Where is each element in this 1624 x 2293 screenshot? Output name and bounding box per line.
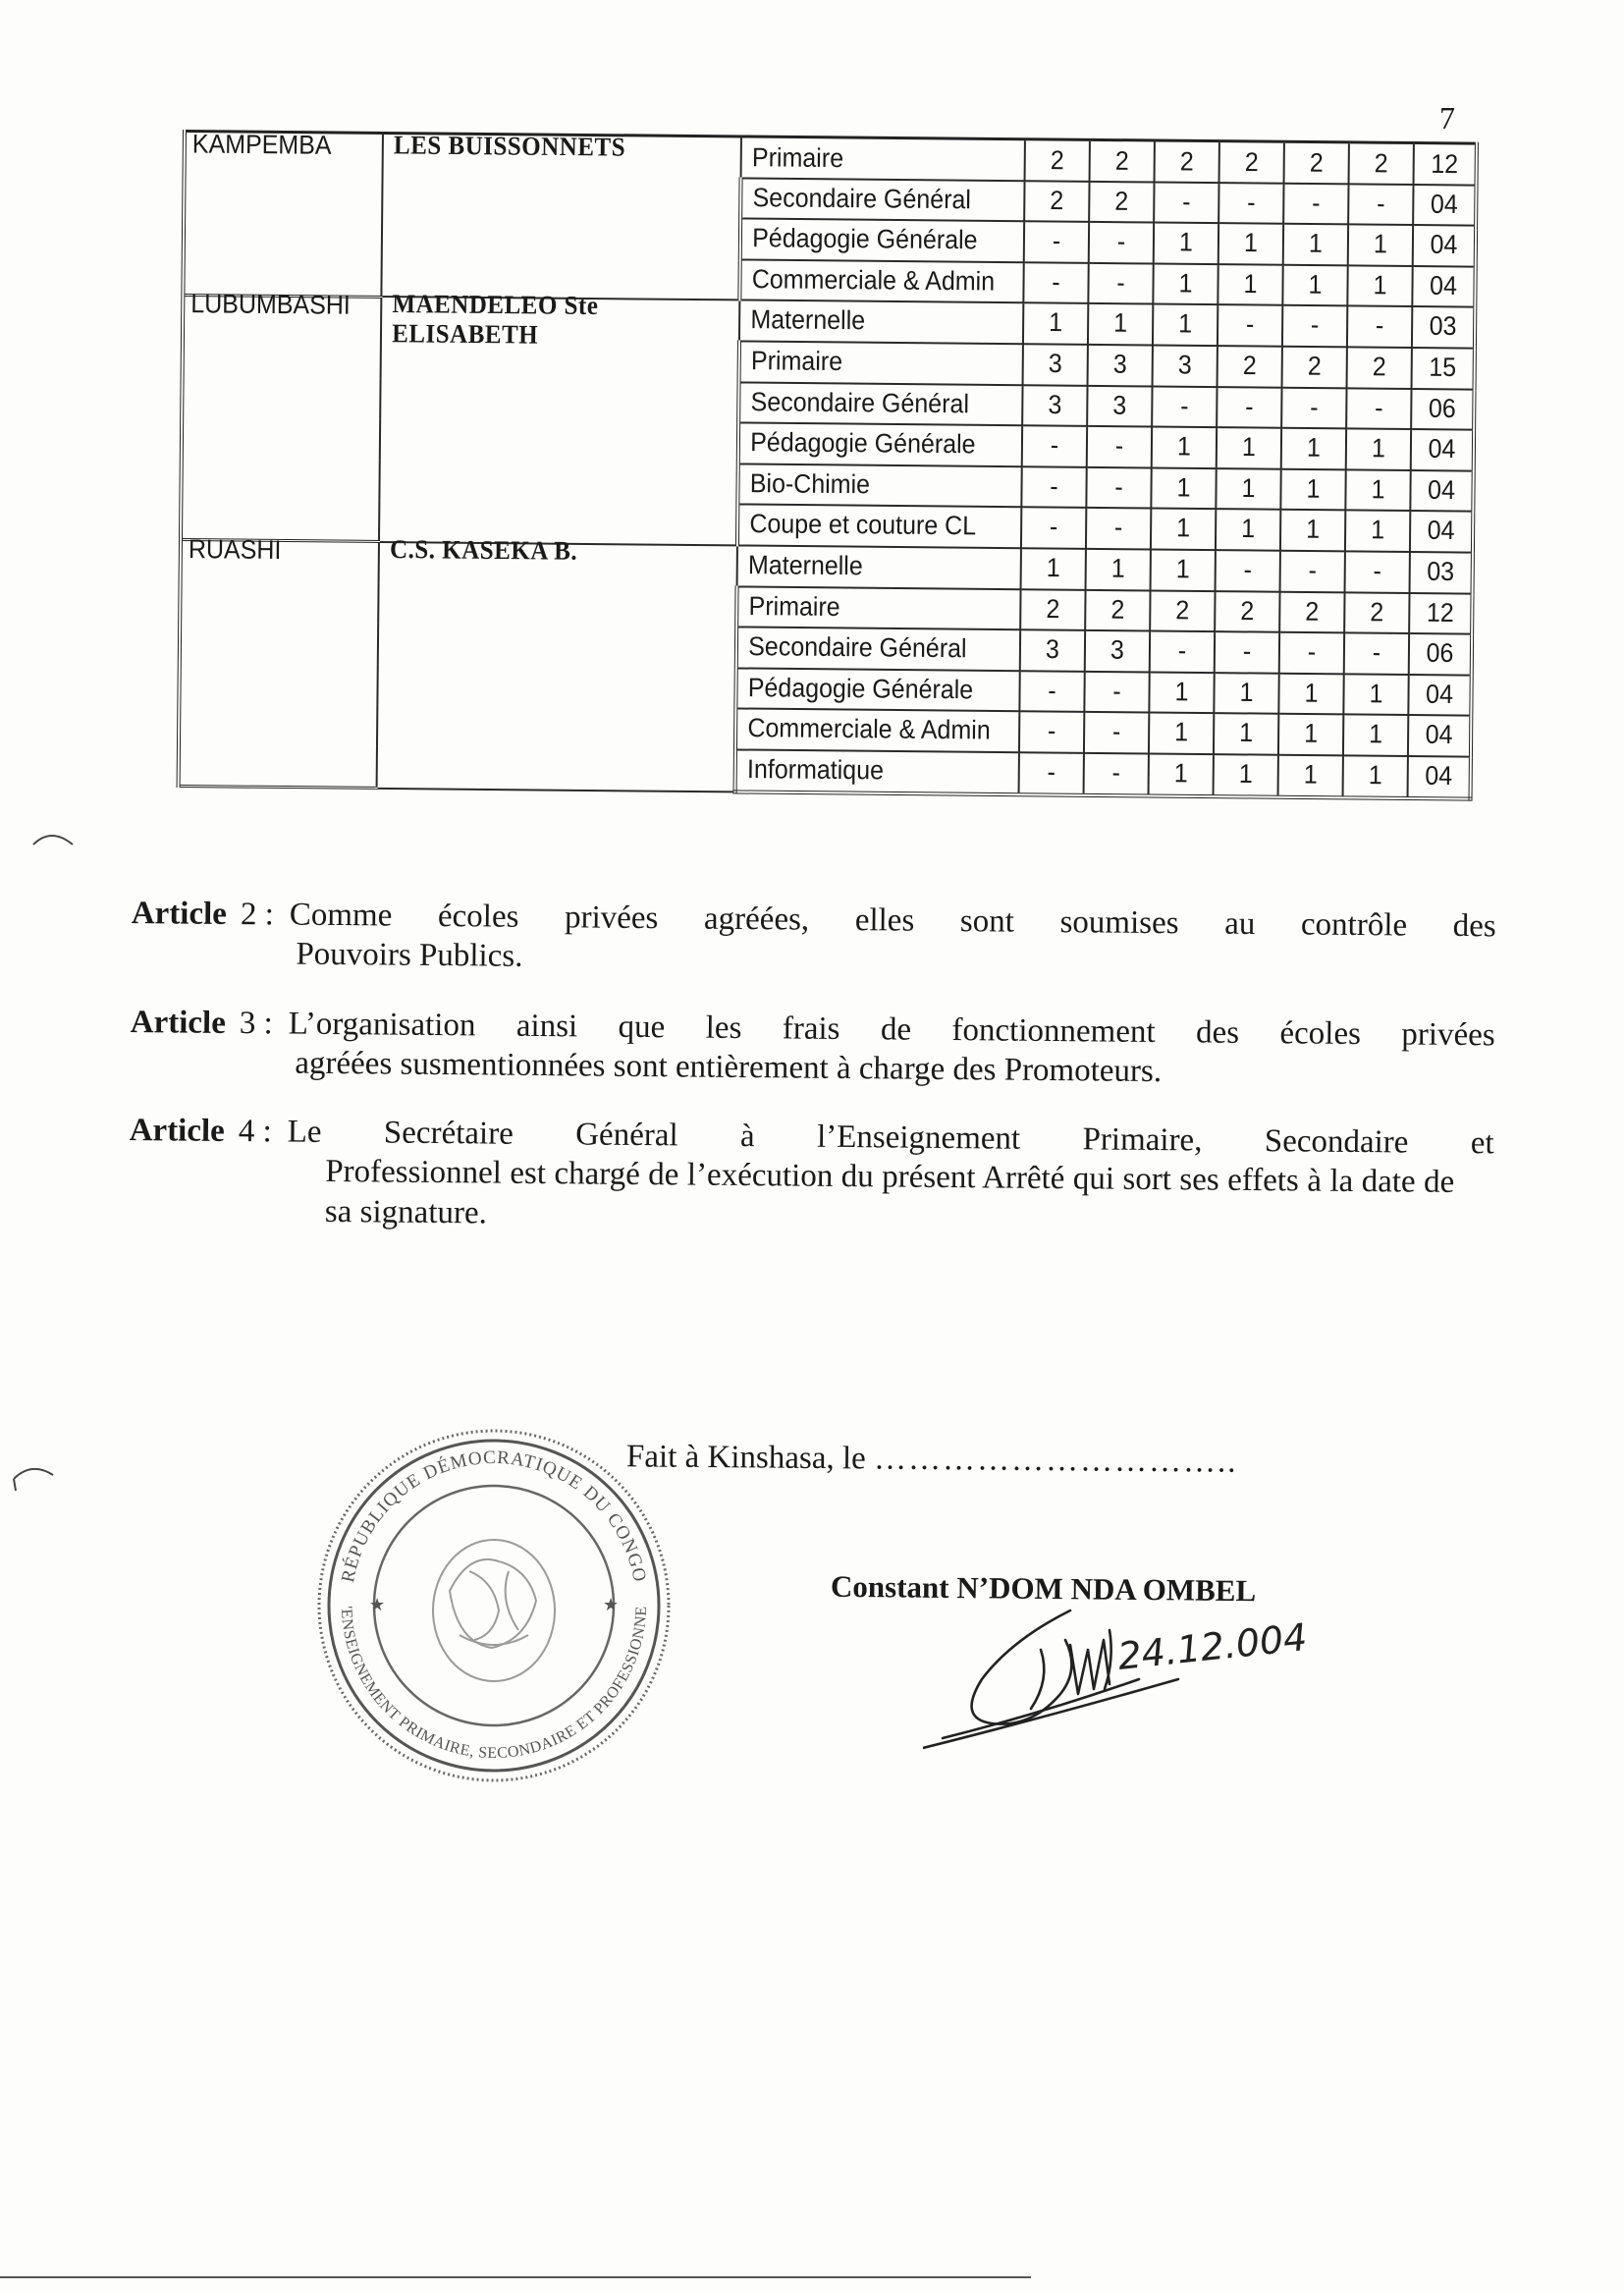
total-cell: 06 xyxy=(1409,631,1472,677)
class-count-cell: 1 xyxy=(1151,507,1216,552)
commune-cell: RUASHI xyxy=(178,530,379,798)
articles-section xyxy=(128,894,1496,1272)
total-cell: 04 xyxy=(1408,673,1471,718)
class-count-cell: 2 xyxy=(1089,180,1154,225)
class-count-cell: - xyxy=(1346,386,1411,431)
class-count-cell: 1 xyxy=(1278,753,1343,799)
section-cell: Maternelle xyxy=(737,544,1021,591)
section-cell: Secondaire Général xyxy=(740,176,1024,223)
class-count-cell: - xyxy=(1280,549,1345,594)
svg-text:★: ★ xyxy=(369,1595,386,1614)
article-2 xyxy=(131,894,1496,986)
scan-margin-mark-icon xyxy=(10,1453,59,1498)
svg-text:L'ENSEIGNEMENT PRIMAIRE, SECON xyxy=(312,1424,650,1762)
scan-margin-mark-icon xyxy=(29,825,79,859)
handwritten-date: 24.12.004 xyxy=(1115,1614,1310,1678)
class-count-cell: 1 xyxy=(1021,546,1086,591)
total-cell: 15 xyxy=(1412,346,1475,391)
total-cell: 06 xyxy=(1411,387,1474,432)
class-count-cell: - xyxy=(1154,180,1218,225)
class-count-cell: 1 xyxy=(1214,712,1278,757)
section-cell: Secondaire Général xyxy=(736,626,1020,673)
class-count-cell: - xyxy=(1344,631,1409,677)
official-seal-stamp xyxy=(312,1424,676,1792)
total-cell: 04 xyxy=(1413,224,1476,269)
class-count-cell: 2 xyxy=(1218,344,1282,389)
section-cell: Secondaire Général xyxy=(738,380,1022,427)
total-cell: 03 xyxy=(1412,305,1475,351)
class-count-cell: 1 xyxy=(1149,671,1214,716)
class-count-cell: - xyxy=(1150,629,1215,675)
class-count-cell: - xyxy=(1279,630,1344,676)
school-cell xyxy=(379,287,740,555)
class-count-cell: - xyxy=(1086,507,1151,552)
total-cell: 04 xyxy=(1410,510,1473,555)
class-count-cell: 1 xyxy=(1152,425,1217,470)
class-count-cell: 1 xyxy=(1281,426,1346,471)
class-count-cell: 1 xyxy=(1218,222,1283,267)
class-count-cell: - xyxy=(1087,424,1152,469)
class-count-cell: 1 xyxy=(1278,712,1343,757)
class-count-cell: 1 xyxy=(1023,301,1088,347)
article-label: Article xyxy=(130,1004,227,1041)
article-4 xyxy=(129,1111,1494,1242)
class-count-cell: 1 xyxy=(1283,222,1348,267)
class-count-cell: - xyxy=(1084,751,1149,797)
class-count-cell: 2 xyxy=(1085,588,1150,633)
class-count-cell: - xyxy=(1086,465,1151,511)
class-count-cell: 1 xyxy=(1153,262,1218,307)
class-count-cell: - xyxy=(1019,710,1084,755)
class-count-cell: 1 xyxy=(1282,263,1347,308)
class-count-cell: - xyxy=(1023,260,1088,305)
class-count-cell: - xyxy=(1022,424,1087,469)
class-count-cell: 2 xyxy=(1150,588,1215,633)
school-cell xyxy=(381,127,741,307)
svg-text:★: ★ xyxy=(603,1595,620,1614)
total-cell: 04 xyxy=(1408,714,1471,759)
class-count-cell: 2 xyxy=(1024,179,1089,224)
class-count-cell: 1 xyxy=(1149,752,1214,798)
total-cell: 04 xyxy=(1408,754,1471,800)
class-count-cell: - xyxy=(1347,304,1412,350)
class-count-cell: 1 xyxy=(1154,221,1218,266)
school-name-line: C.S. KASEKA B. xyxy=(389,535,578,567)
class-count-cell: 2 xyxy=(1020,587,1085,632)
page-number: 7 xyxy=(1439,100,1455,136)
total-cell: 12 xyxy=(1414,141,1477,187)
class-count-cell: 1 xyxy=(1216,466,1280,512)
class-count-cell: 2 xyxy=(1279,590,1344,635)
section-cell: Pédagogie Générale xyxy=(740,217,1024,264)
place-date-label: Fait à Kinshasa, le xyxy=(625,1439,866,1477)
article-number: 2 : xyxy=(240,897,275,933)
class-count-cell: 2 xyxy=(1284,140,1349,186)
article-text-first-line: Le Secrétaire Général à l’Enseignement Primaire, Secondaire et xyxy=(287,1114,1494,1162)
class-count-cell: 3 xyxy=(1023,343,1088,388)
schools-table xyxy=(177,130,1479,800)
class-count-cell: 2 xyxy=(1282,345,1347,390)
class-count-cell: 1 xyxy=(1278,672,1343,717)
class-count-cell: - xyxy=(1282,303,1347,349)
class-count-cell: - xyxy=(1218,303,1282,349)
section-cell: Primaire xyxy=(736,584,1020,631)
class-count-cell: 1 xyxy=(1214,671,1278,716)
class-count-cell: - xyxy=(1218,181,1283,226)
class-count-cell: - xyxy=(1021,506,1086,551)
class-count-cell: 1 xyxy=(1088,302,1153,348)
article-label: Article xyxy=(129,1112,225,1149)
total-cell: 04 xyxy=(1411,428,1474,473)
class-count-cell: 1 xyxy=(1218,262,1282,307)
schools-table-wrapper xyxy=(177,130,1479,800)
class-count-cell: 3 xyxy=(1085,628,1150,674)
class-count-cell: - xyxy=(1084,670,1149,715)
section-cell: Pédagogie Générale xyxy=(736,666,1020,713)
class-count-cell: - xyxy=(1283,182,1348,227)
article-text-first-line: L’organisation ainsi que les frais de fonctionnement des écoles privées xyxy=(288,1006,1495,1053)
class-count-cell: 1 xyxy=(1345,467,1410,513)
section-cell: Primaire xyxy=(741,135,1025,182)
article-number: 3 : xyxy=(239,1005,273,1041)
handwritten-signature xyxy=(923,1591,1375,1763)
commune-cell: LUBUMBASHI xyxy=(181,285,382,551)
class-count-cell: 1 xyxy=(1345,509,1410,554)
class-count-cell: 1 xyxy=(1086,547,1151,592)
class-count-cell: 2 xyxy=(1344,590,1409,635)
class-count-cell: - xyxy=(1021,464,1086,510)
class-count-cell: 2 xyxy=(1219,139,1284,185)
class-count-cell: - xyxy=(1281,386,1346,431)
class-count-cell: 1 xyxy=(1343,713,1408,758)
article-number: 4 : xyxy=(238,1114,272,1150)
scan-edge-line xyxy=(0,2276,1031,2278)
class-count-cell: 1 xyxy=(1343,672,1408,717)
article-text-continuation: Professionnel est chargé de l’exécution du présent Arrêté qui sort ses effets à la date de sa signature. xyxy=(324,1154,1455,1230)
article-label: Article xyxy=(131,895,228,932)
commune-cell: KAMPEMBA xyxy=(183,125,383,303)
class-count-cell: - xyxy=(1019,669,1084,714)
class-count-cell: 2 xyxy=(1347,346,1412,391)
class-count-cell: 2 xyxy=(1215,589,1279,634)
class-count-cell: 2 xyxy=(1090,138,1155,184)
date-blank: ………………………….. xyxy=(873,1441,1238,1480)
class-count-cell: 1 xyxy=(1214,752,1278,798)
class-count-cell: 1 xyxy=(1151,466,1216,512)
section-cell: Bio-Chimie xyxy=(738,463,1022,510)
class-count-cell: - xyxy=(1088,261,1153,306)
school-name-line: ELISABETH xyxy=(392,319,539,351)
class-count-cell: - xyxy=(1089,220,1154,265)
class-count-cell: 1 xyxy=(1149,711,1214,756)
class-count-cell: 1 xyxy=(1347,264,1412,309)
class-count-cell: - xyxy=(1152,384,1217,429)
section-cell: Commerciale & Admin xyxy=(735,707,1019,754)
section-cell: Pédagogie Générale xyxy=(738,421,1022,468)
class-count-cell: 2 xyxy=(1025,137,1090,183)
class-count-cell: - xyxy=(1215,630,1279,676)
class-count-cell: - xyxy=(1217,385,1281,430)
total-cell: 04 xyxy=(1412,264,1475,309)
section-cell: Commerciale & Admin xyxy=(740,258,1024,305)
section-cell: Maternelle xyxy=(739,299,1023,346)
school-name-line: MAENDELEO Ste xyxy=(392,290,599,321)
class-count-cell: - xyxy=(1348,182,1413,227)
seal-outer-text: RÉPUBLIQUE DÉMOCRATIQUE DU CONGO xyxy=(337,1447,651,1585)
total-cell: 04 xyxy=(1413,183,1476,228)
class-count-cell: 3 xyxy=(1087,384,1152,429)
section-cell: Coupe et couture CL xyxy=(737,503,1021,550)
class-count-cell: - xyxy=(1024,220,1089,265)
class-count-cell: 1 xyxy=(1151,548,1216,593)
svg-text:RÉPUBLIQUE DÉMOCRATIQUE DU CON xyxy=(338,1447,650,1584)
class-count-cell: 2 xyxy=(1349,140,1414,186)
signatory-name: Constant N’DOM NDA OMBEL xyxy=(830,1568,1257,1609)
class-count-cell: 3 xyxy=(1022,383,1087,428)
class-count-cell: 1 xyxy=(1280,508,1345,553)
class-count-cell: - xyxy=(1216,548,1280,593)
total-cell: 12 xyxy=(1409,591,1472,636)
class-count-cell: 2 xyxy=(1155,138,1219,184)
article-text-first-line: Comme écoles privées agréées, elles sont soumises au contrôle des xyxy=(289,897,1496,945)
class-count-cell: 1 xyxy=(1153,302,1218,348)
class-count-cell: 1 xyxy=(1346,427,1411,472)
class-count-cell: - xyxy=(1019,750,1084,796)
class-count-cell: 1 xyxy=(1216,508,1280,553)
class-count-cell: - xyxy=(1084,710,1149,755)
class-count-cell: 3 xyxy=(1153,344,1218,389)
school-cell xyxy=(377,532,738,801)
class-count-cell: - xyxy=(1345,550,1410,595)
class-count-cell: 1 xyxy=(1343,754,1408,800)
place-date-line xyxy=(626,1439,1238,1480)
class-count-cell: 1 xyxy=(1348,223,1413,268)
total-cell: 04 xyxy=(1410,468,1473,514)
article-text-continuation: Pouvoirs Publics. xyxy=(296,936,523,975)
total-cell: 03 xyxy=(1410,550,1473,595)
article-text-continuation: agréées susmentionnées sont entièrement à charge des Promoteurs. xyxy=(295,1045,1163,1089)
article-3 xyxy=(130,1002,1495,1094)
schools-table-body xyxy=(179,128,1477,799)
class-count-cell: 3 xyxy=(1088,343,1153,388)
school-name-line: LES BUISSONNETS xyxy=(393,130,626,162)
section-cell: Primaire xyxy=(739,340,1023,387)
class-count-cell: 1 xyxy=(1280,467,1345,513)
seal-inner-text: 'ENSEIGNEMENT PRIMAIRE, SECONDAIRE ET PROFESSIONNE xyxy=(337,1605,651,1763)
class-count-cell: 3 xyxy=(1020,628,1085,674)
section-cell: Informatique xyxy=(735,748,1019,796)
class-count-cell: 1 xyxy=(1217,426,1281,471)
